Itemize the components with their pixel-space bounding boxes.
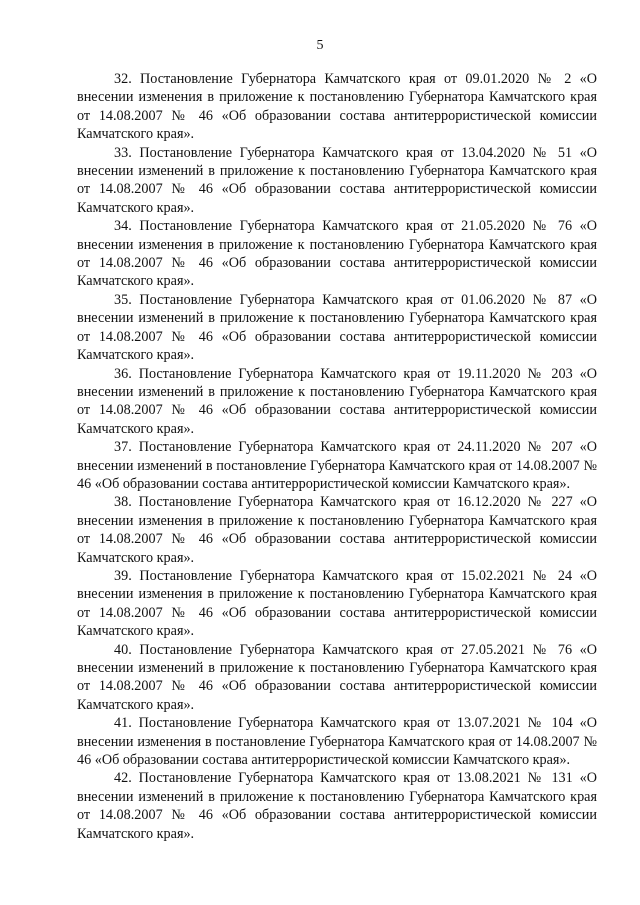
list-item: 35. Постановление Губернатора Камчатского края от 01.06.2020 № 87 «О внесении изменений в приложение к постановлению Губернатора Камчатского края от 14.08.2007 № 46 «Об образовании состава антитеррористической комиссии Камчатского края». [77,291,597,364]
list-item: 40. Постановление Губернатора Камчатского края от 27.05.2021 № 76 «О внесении изменений в приложение к постановлению Губернатора Камчатского края от 14.08.2007 № 46 «Об образовании состава антитеррористической комиссии Камчатского края». [77,641,597,713]
list-item: 34. Постановление Губернатора Камчатского края от 21.05.2020 № 76 «О внесении изменения в приложение к постановлению Губернатора Камчатского края от 14.08.2007 № 46 «Об образовании состава антитеррористической комиссии Камчатского края». [77,218,597,290]
list-item: 37. Постановление Губернатора Камчатского края от 24.11.2020 № 207 «О внесении изменений в постановление Губернатора Камчатского края от 14.08.2007 № 46 «Об образовании состава антитеррористической комиссии Камчатского края». [77,439,597,492]
list-item: 41. Постановление Губернатора Камчатского края от 13.07.2021 № 104 «О внесении изменения в постановление Губернатора Камчатского края от 14.08.2007 № 46 «Об образовании состава антитеррористической комиссии Камчатского края». [77,715,597,769]
document-body [77,70,597,843]
list-item: 42. Постановление Губернатора Камчатского края от 13.08.2021 № 131 «О внесении изменений в приложение к постановлению Губернатора Камчатского края от 14.08.2007 № 46 «Об образовании состава антитеррористической комиссии Камчатского края». [77,770,597,842]
list-item: 32. Постановление Губернатора Камчатского края от 09.01.2020 № 2 «О внесении изменения в приложение к постановлению Губернатора Камчатского края от 14.08.2007 № 46 «Об образовании состава антитеррористической комиссии Камчатского края». [77,71,597,143]
list-item: 39. Постановление Губернатора Камчатского края от 15.02.2021 № 24 «О внесении изменения в приложение к постановлению Губернатора Камчатского края от 14.08.2007 № 46 «Об образовании состава антитеррористической комиссии Камчатского края». [77,567,597,640]
list-item: 33. Постановление Губернатора Камчатского края от 13.04.2020 № 51 «О внесении изменений в приложение к постановлению Губернатора Камчатского края от 14.08.2007 № 46 «Об образовании состава антитеррористической комиссии Камчатского края». [77,144,597,216]
list-item: 36. Постановление Губернатора Камчатского края от 19.11.2020 № 203 «О внесении изменений в приложение к постановлению Губернатора Камчатского края от 14.08.2007 № 46 «Об образовании состава антитеррористической комиссии Камчатского края». [77,365,597,437]
list-item: 38. Постановление Губернатора Камчатского края от 16.12.2020 № 227 «О внесении изменения в приложение к постановлению Губернатора Камчатского края от 14.08.2007 № 46 «Об образовании состава антитеррористической комиссии Камчатского края». [77,494,597,566]
page-number: 5 [316,38,324,53]
